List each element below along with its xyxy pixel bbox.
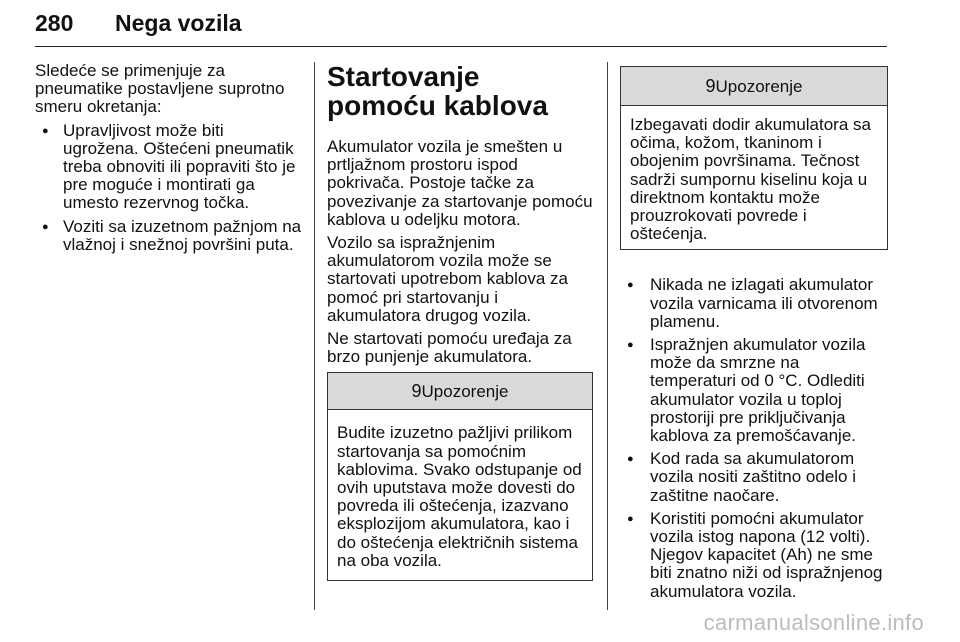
chapter-title: Nega vozila [115,10,242,36]
warning-title: Upozorenje [715,77,803,96]
column-middle [327,62,593,593]
intro-paragraph: Sledeće se primenjuje za pneumatike postavljene suprotno smeru okretanja: [35,61,285,117]
column-divider [314,62,315,610]
bullet-list [35,122,303,254]
warning-box [327,372,593,581]
section-heading: Startovanje pomoću kablova [327,61,548,121]
list-item: ● Ispražnjen akumulator vozila može da smrzne na temperaturi od 0 °C. Odlediti akumulator vozila u toploj prostoriji pre priključivanja kablova za premošćavanje. [620,336,888,445]
bullet-list [620,276,888,600]
list-item: ● Koristiti pomoćni akumulator vozila istog napona (12 volti). Njegov kapacitet (Ah) ne sme biti znatno niži od ispražnjenog akumulatora vozila. [620,510,888,601]
list-item: ● Nikada ne izlagati akumulator vozila varnicama ili otvorenom plamenu. [620,276,888,331]
paragraph: Akumulator vozila je smešten u prtljažnom prostoru ispod pokrivača. Postoje tačke za povezivanje za startovanje pomoću kablova u odeljku motora. [327,137,593,229]
warning-title: Upozorenje [421,382,509,402]
warning-header [328,373,592,410]
warning-text: Budite izuzetno pažljivi prilikom startovanja sa pomoćnim kablovima. Svako odstupanje od ovih uputstava može dovesti do povreda ili oštećenja, izazvano eksplozijom akumulatora, kao i do oštećenja električnih sistema na oba vozila. [337,423,582,570]
footer-watermark: carmanualsonline.info [703,610,924,635]
list-item: ● Kod rada sa akumulatorom vozila nositi zaštitno odelo i zaštitne naočare. [620,450,888,505]
column-divider [607,62,608,610]
column-left [35,62,303,259]
warning-icon: 9 [411,381,422,402]
warning-text: Izbegavati dodir akumulatora sa očima, kožom, tkaninom i obojenim površinama. Tečnost sadrži sumpornu kiselinu koja u direktnom kontaktu može prouzrokovati povrede i oštećenja. [630,115,871,244]
page-number: 280 [35,10,74,36]
list-item: ● Upravljivost može biti ugrožena. Oštećeni pneumatik treba obnoviti ili popraviti što je pre moguće i montirati ga umesto rezervnog točka. [35,122,303,213]
warning-box [620,66,888,250]
warning-icon: 9 [705,76,716,96]
column-right [620,62,888,606]
paragraph: Vozilo sa ispražnjenim akumulatorom vozila može se startovati upotrebom kablova za pomoć pri startovanju i akumulatora drugog vozila. [327,233,568,325]
paragraph: Ne startovati pomoću uređaja za brzo punjenje akumulatora. [327,329,572,367]
list-item: ● Voziti sa izuzetnom pažnjom na vlažnoj i snežnoj površini puta. [35,218,303,254]
page-header [35,6,887,47]
warning-header [621,67,887,106]
